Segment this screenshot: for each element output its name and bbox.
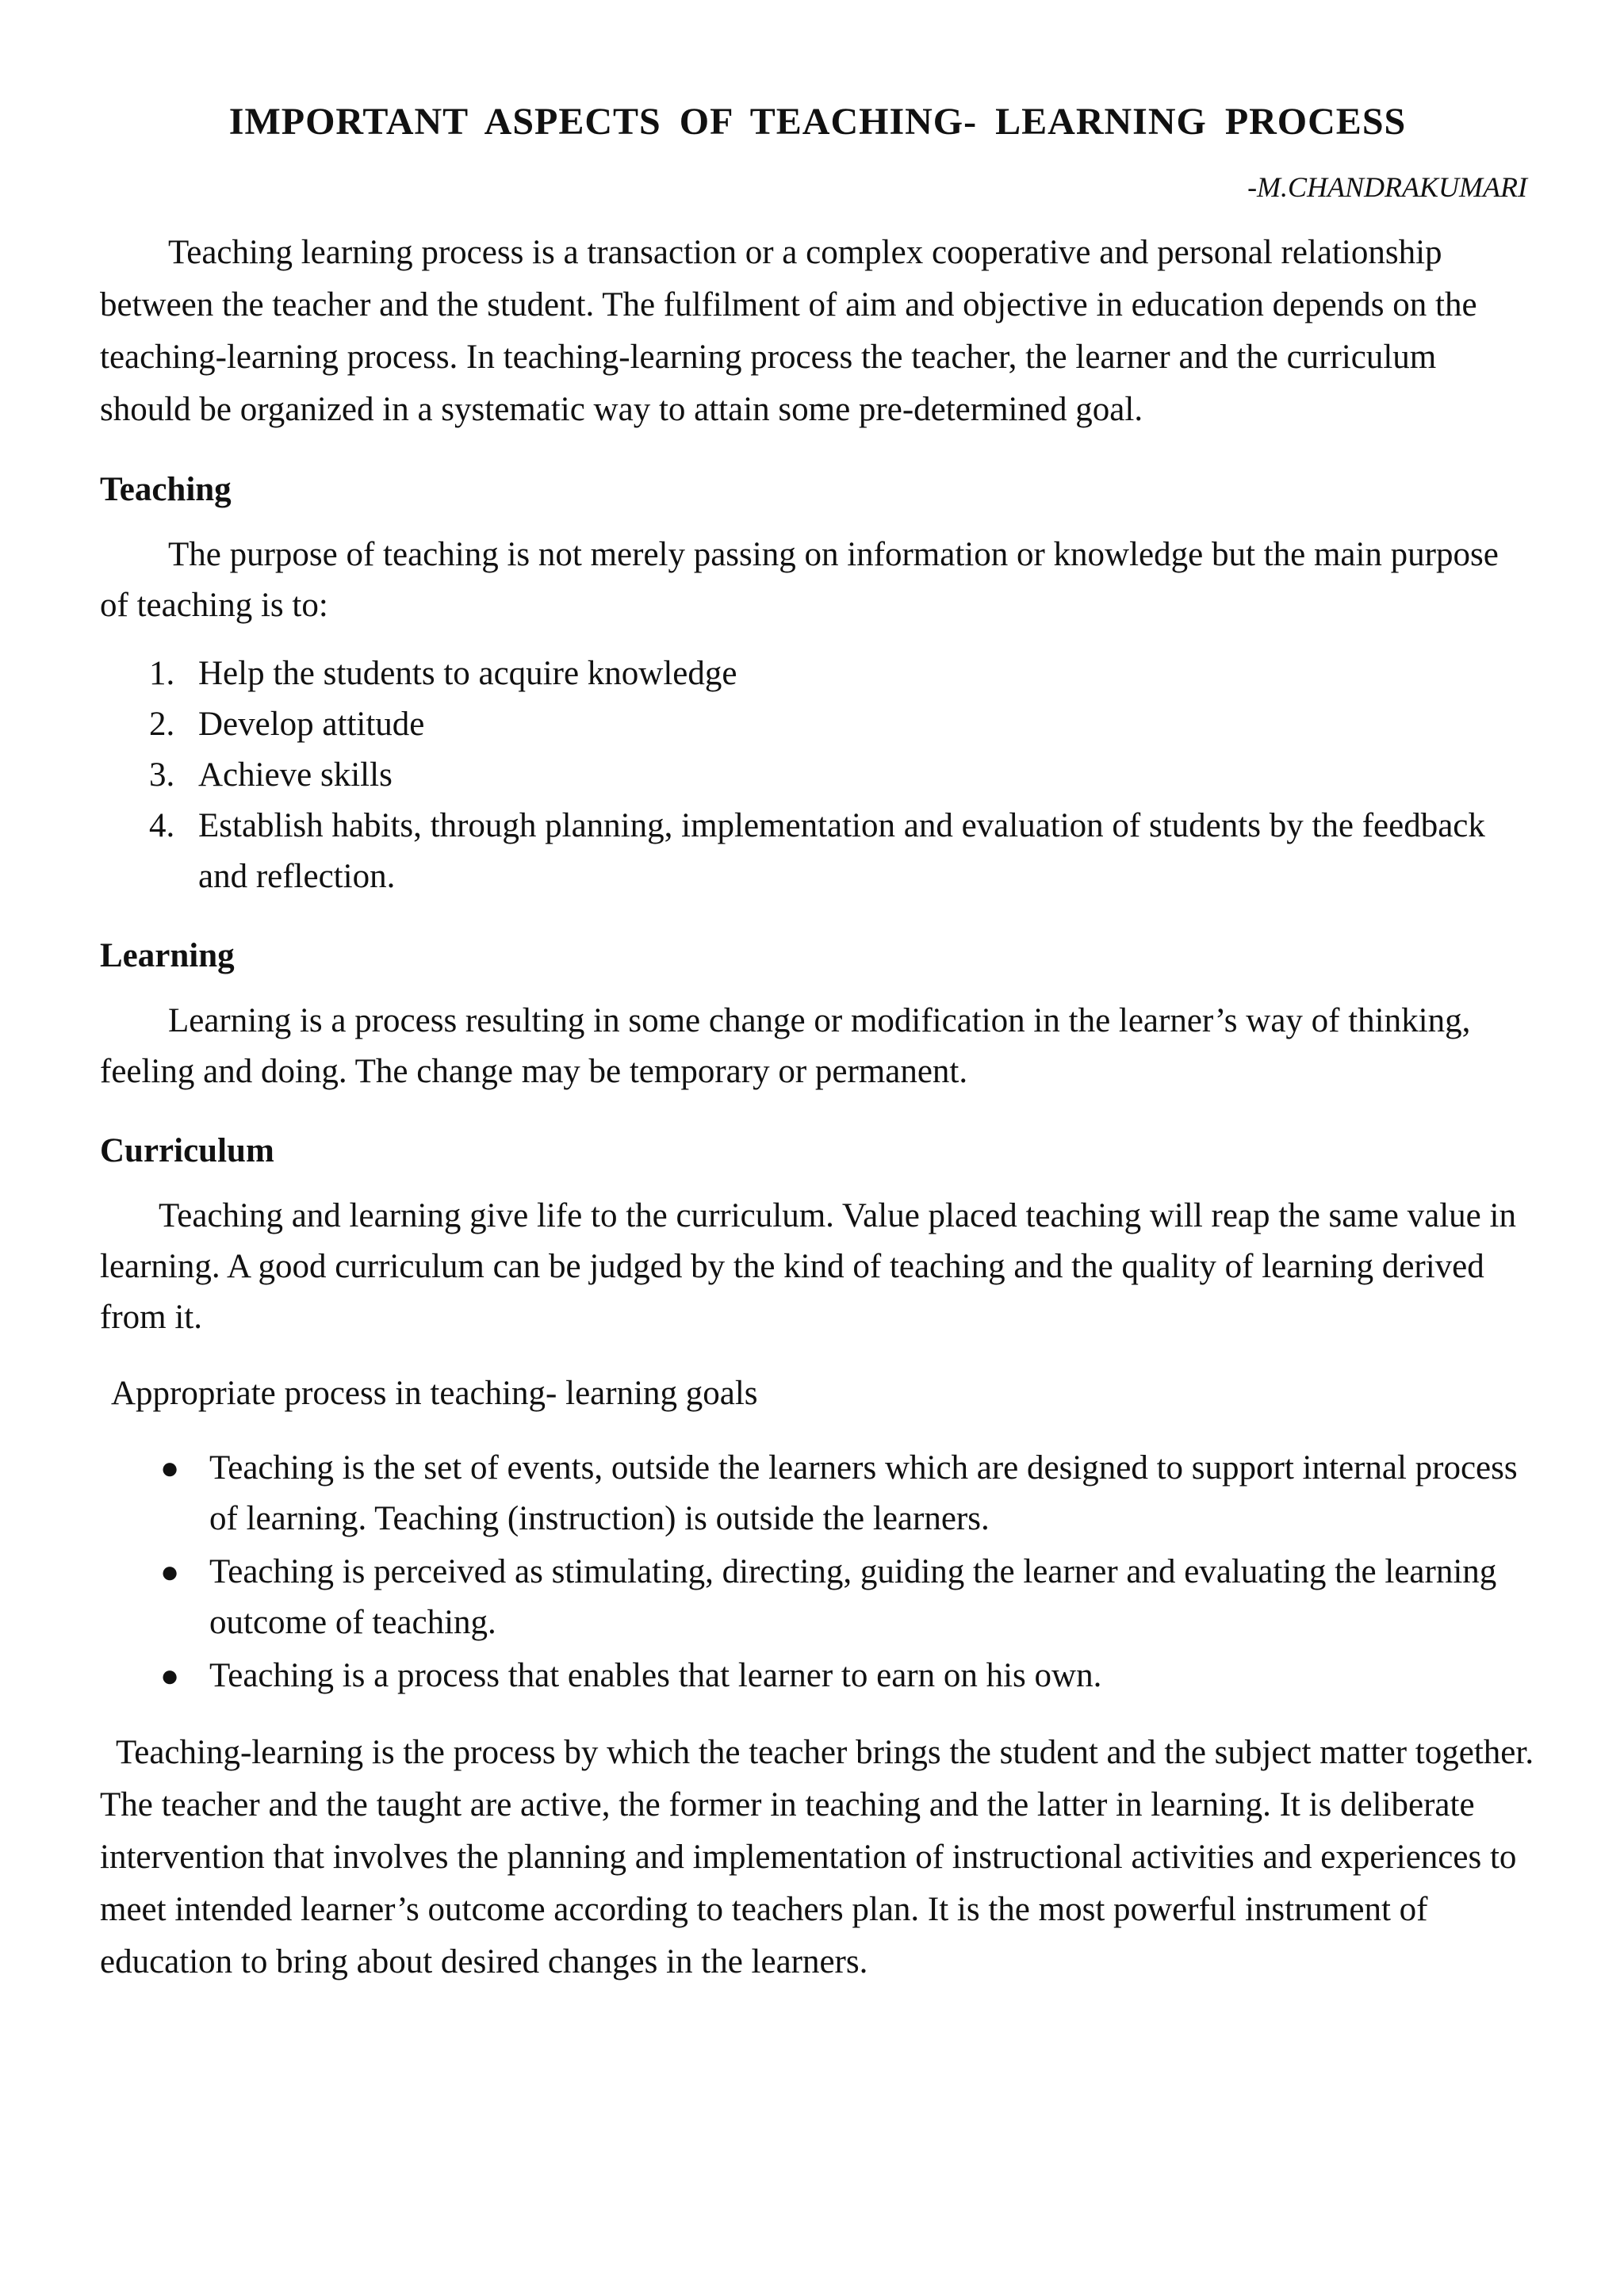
goals-bullet-list <box>100 1443 1535 1701</box>
curriculum-paragraph: Teaching and learning give life to the curriculum. Value placed teaching will reap the same value in learning. A good curriculum can be judged by the kind of teaching and the quality of learning derived from it. <box>100 1197 1516 1336</box>
goals-intro: Appropriate process in teaching- learning goals <box>111 1375 758 1412</box>
list-item-text: Teaching is a process that enables that learner to earn on his own. <box>209 1657 1102 1694</box>
list-item-text: Develop attitude <box>198 706 425 743</box>
list-item <box>100 801 1535 902</box>
document-page <box>100 94 1535 1988</box>
learning-paragraph: Learning is a process resulting in some change or modification in the learner’s way of thinking, feeling and doing. The change may be temporary or permanent. <box>100 1002 1471 1090</box>
teaching-heading: Teaching <box>100 471 232 508</box>
list-item-text: Achieve skills <box>198 756 393 794</box>
list-item-text: Help the students to acquire knowledge <box>198 655 737 692</box>
list-item <box>100 1547 1535 1648</box>
list-item <box>100 1651 1535 1701</box>
bullet-icon: ● <box>160 1450 180 1486</box>
list-item <box>100 1443 1535 1544</box>
author-name: -M.CHANDRAKUMARI <box>1247 171 1527 203</box>
list-number: 2. <box>149 706 175 743</box>
document-title: IMPORTANT ASPECTS OF TEACHING- LEARNING PROCESS <box>228 101 1407 143</box>
list-item <box>100 649 1535 699</box>
list-item <box>100 699 1535 750</box>
list-item <box>100 750 1535 801</box>
teaching-paragraph: The purpose of teaching is not merely passing on information or knowledge but the main purpose of teaching is to: <box>100 536 1499 624</box>
closing-paragraph: Teaching-learning is the process by which the teacher brings the student and the subject matter together. The teacher and the taught are active, the former in teaching and the latter in learning. It is deliberate intervention that involves the planning and implementation of instructional activities and experiences to meet intended learner’s outcome according to teachers plan. It is the most powerful instrument of education to bring about desired changes in the learners. <box>100 1734 1534 1980</box>
list-number: 3. <box>149 756 175 794</box>
bullet-icon: ● <box>160 1658 180 1693</box>
bullet-icon: ● <box>160 1554 180 1590</box>
intro-paragraph: Teaching learning process is a transaction or a complex cooperative and personal relationship between the teacher and the student. The fulfilment of aim and objective in education depends on the teaching-learning process. In teaching-learning process the teacher, the learner and the curriculum should be organized in a systematic way to attain some pre-determined goal. <box>100 234 1477 428</box>
learning-heading: Learning <box>100 937 235 974</box>
teaching-purpose-list <box>100 649 1535 902</box>
list-number: 4. <box>149 807 175 844</box>
list-item-text: Establish habits, through planning, implementation and evaluation of students by the feedback and reflection. <box>198 807 1485 895</box>
list-item-text: Teaching is perceived as stimulating, directing, guiding the learner and evaluating the learning outcome of teaching. <box>209 1553 1497 1641</box>
list-number: 1. <box>149 655 175 692</box>
curriculum-heading: Curriculum <box>100 1132 274 1169</box>
list-item-text: Teaching is the set of events, outside the learners which are designed to support internal process of learning. Teaching (instruction) is outside the learners. <box>209 1449 1518 1537</box>
